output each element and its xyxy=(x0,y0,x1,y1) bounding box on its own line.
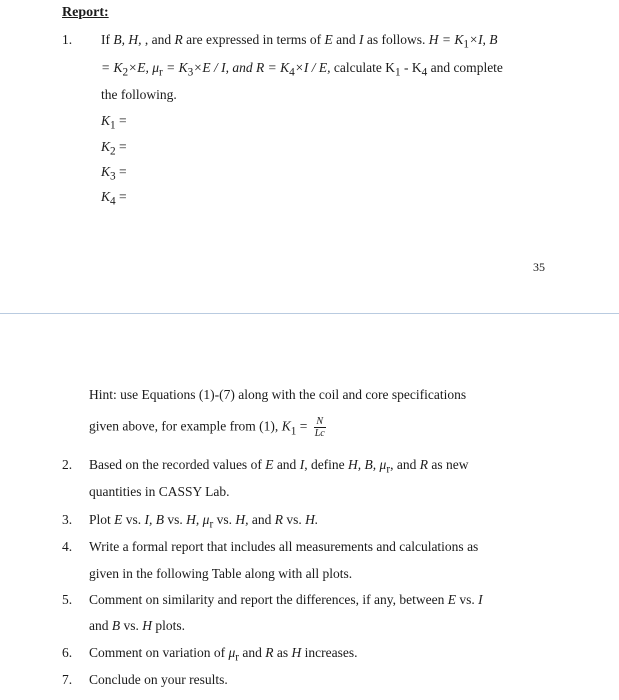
k3-row: $K_3$ = xyxy=(101,164,127,183)
item-5-line-2: and B vs. H plots. xyxy=(89,618,186,633)
k2-row: $K_2$ = xyxy=(101,139,127,158)
item-1-line-1: If B, H, , and R are expressed in terms of E and I as follows. $H = K_1\times I$, B xyxy=(101,32,498,51)
n-over-lc-fraction: $\frac{N}{Lc}$ xyxy=(314,416,325,439)
hint-line-1: Hint: use Equations (1)-(7) along with the coil and core specifications xyxy=(89,387,467,402)
k4-row: $K_4$ = xyxy=(101,189,127,208)
item-4-number: 4. xyxy=(62,539,73,554)
hint-line-2: given above, for example from (1), $K_1$ = $\frac{N}{Lc}$ xyxy=(89,416,325,439)
item-5-line-1: Comment on similarity and report the differences, if any, between E vs. I xyxy=(89,592,483,607)
item-2-line-1: Based on the recorded values of E and I, define H, B, $\mu_r$, and R as new xyxy=(89,457,469,476)
item-2-number: 2. xyxy=(62,457,73,472)
k1-row: $K_1$ = xyxy=(101,113,127,132)
item-4-line-2: given in the following Table along with all plots. xyxy=(89,566,353,581)
page-divider xyxy=(0,313,619,314)
item-7-line: Conclude on your results. xyxy=(89,672,228,687)
item-2-line-2: quantities in CASSY Lab. xyxy=(89,484,230,499)
item-1-line-2: = $K_2\times E$, $\mu_r = K_3\times E / I$, and $R = K_4\times I / E$, calculate $K_1 - K_4$ and complete xyxy=(101,60,503,79)
report-heading: Report: xyxy=(62,5,109,20)
item-1-number: 1. xyxy=(62,32,73,47)
item-3-line: Plot E vs. I, B vs. H, $\mu_r$ vs. H, and R vs. H. xyxy=(89,512,319,531)
item-3-number: 3. xyxy=(62,512,73,527)
item-6-line: Comment on variation of $\mu_r$ and R as H increases. xyxy=(89,645,358,664)
item-5-number: 5. xyxy=(62,592,73,607)
item-4-line-1: Write a formal report that includes all measurements and calculations as xyxy=(89,539,479,554)
item-7-number: 7. xyxy=(62,672,73,687)
item-6-number: 6. xyxy=(62,645,73,660)
page-number: 35 xyxy=(533,260,545,274)
item-1-line-3: the following. xyxy=(101,87,177,102)
